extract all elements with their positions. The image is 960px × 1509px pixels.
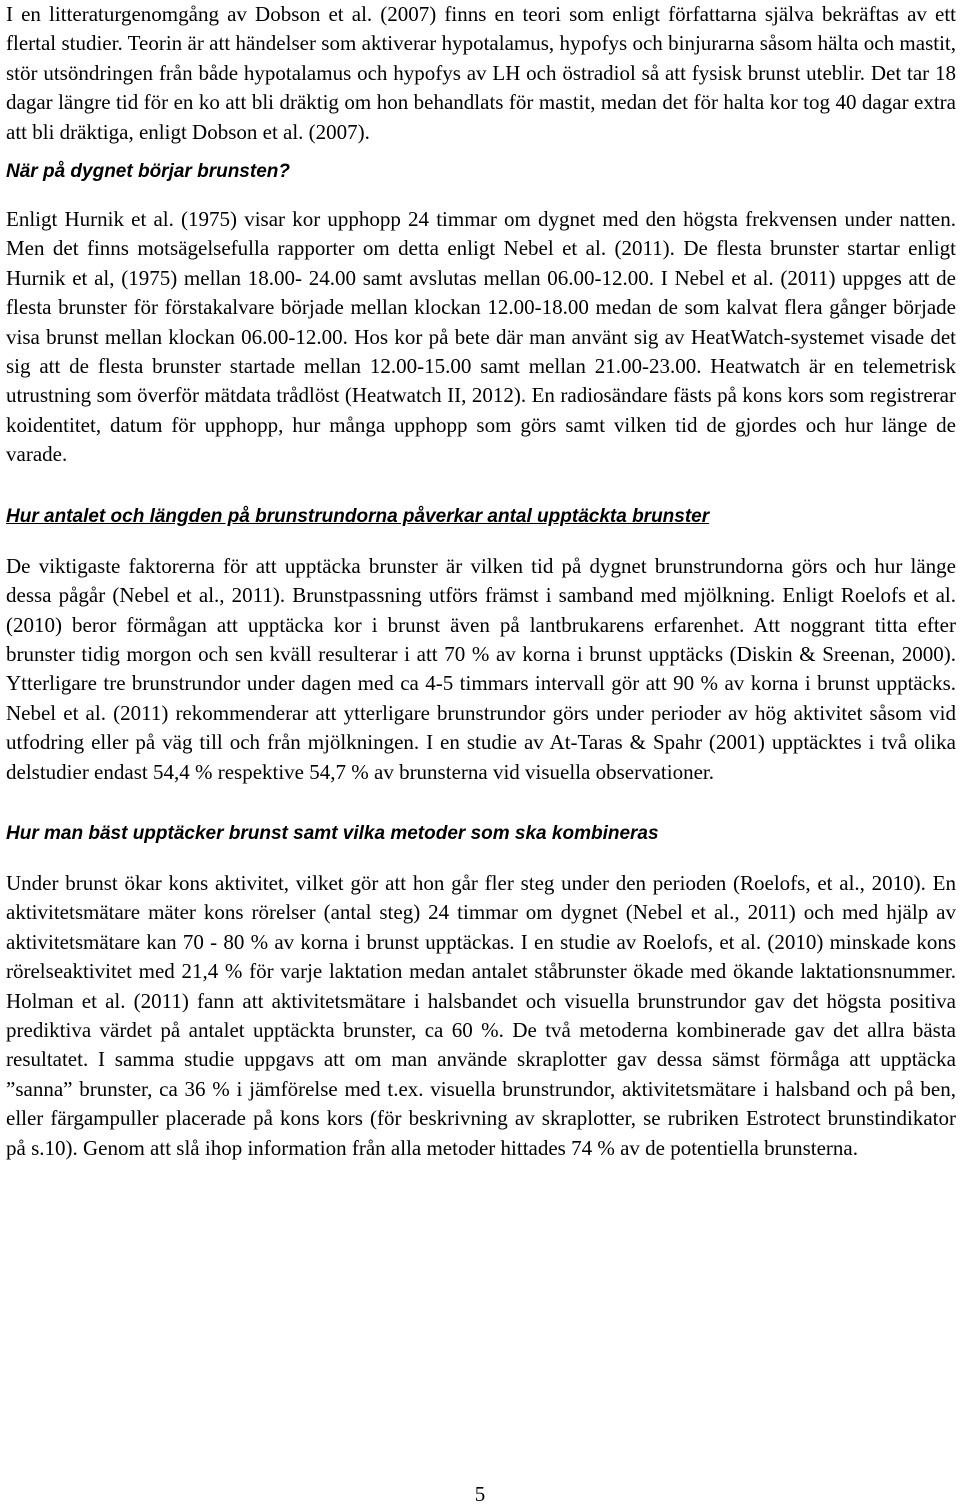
rounds-paragraph: De viktigaste faktorerna för att upptäcka brunster är vilken tid på dygnet brunstrundorna görs och hur länge dessa pågår (Nebel et al., 2011). Brunstpassning utförs främst i samband med mjölkning. Enligt Roelofs et al. (2010) beror förmågan att upptäcka kor i brunst även på lantbrukarens erfarenhet. Att noggrant titta efter brunster tidig morgon och sen kväll resulterar i att 70 % av korna i brunst upptäcks (Diskin & Sreenan, 2000). Ytterligare tre brunstrundor under dagen med ca 4-5 timmars intervall gör att 90 % av korna i brunst upptäcks. Nebel et al. (2011) rekommenderar att ytterligare brunstrundor görs under perioder av hög aktivitet såsom vid utfodring eller på väg till och från mjölkningen. I en studie av At-Taras & Spahr (2001) upptäcktes i två olika delstudier endast 54,4 % respektive 54,7 % av brunsterna vid visuella observationer. (6, 553, 956, 784)
timing-paragraph: Enligt Hurnik et al. (1975) visar kor upphopp 24 timmar om dygnet med den högsta frekvensen under natten. Men det finns motsägelsefulla rapporter om detta enligt Nebel et al. (2011). De flesta brunster startar enligt Hurnik et al, (1975) mellan 18.00- 24.00 samt avslutas mellan 06.00-12.00. I Nebel et al. (2011) uppges att de flesta brunster för förstakalvare började mellan klockan 12.00-18.00 medan de som kalvat flera gånger började visa brunst mellan klockan 06.00-12.00. Hos kor på bete där man använt sig av HeatWatch-systemet visade det sig att de flesta brunster startade mellan 12.00-15.00 samt mellan 21.00-23.00. Heatwatch är en telemetrisk utrustning som överför mätdata trådlöst (Heatwatch II, 2012). En radiosändare fästs på kons kors som registrerar koidentitet, datum för upphopp, hur många upphopp som görs samt vilken tid de gjordes och hur länge de varade. (6, 207, 956, 467)
page-number: 5 (474, 1482, 486, 1506)
timing-heading: När på dygnet börjar brunsten? (6, 161, 290, 183)
intro-paragraph: I en litteraturgenomgång av Dobson et al. (2007) finns en teori som enligt författarna själva bekräftas av ett flertal studier. Teorin är att händelser som aktiverar hypotalamus, hypofys och binjurarna såsom hälta och mastit, stör utsöndringen från både hypotalamus och hypofys av LH och östradiol så att fysisk brunst uteblir. Det tar 18 dagar längre tid för en ko att bli dräktig om hon behandlats för mastit, medan det för halta kor tog 40 dagar extra att bli dräktiga, enligt Dobson et al. (2007). (6, 2, 956, 144)
document-page (6, 0, 956, 1163)
methods-heading: Hur man bäst upptäcker brunst samt vilka metoder som ska kombineras (6, 822, 659, 844)
rounds-heading: Hur antalet och längden på brunstrundorna påverkar antal upptäckta brunster (6, 505, 710, 527)
methods-paragraph: Under brunst ökar kons aktivitet, vilket gör att hon går fler steg under den perioden (Roelofs, et al., 2010). En aktivitetsmätare mäter kons rörelser (antal steg) 24 timmar om dygnet (Nebel et al., 2011) och med hjälp av aktivitetsmätare kan 70 - 80 % av korna i brunst upptäckas. I en studie av Roelofs, et al. (2010) minskade kons rörelseaktivitet med 21,4 % för varje laktation medan antalet ståbrunster ökade med ökande laktationsnummer. Holman et al. (2011) fann att aktivitetsmätare i halsbandet och visuella brunstrundor gav det högsta positiva prediktiva värdet på antalet upptäckta brunster, ca 60 %. De två metoderna kombinerade gav det allra bästa resultatet. I samma studie uppgavs att om man använde skraplotter gav dessa sämst förmåga att upptäcka ”sanna” brunster, ca 36 % i jämförelse med t.ex. visuella brunstrundor, aktivitetsmätare i halsband och på ben, eller färgampuller placerade på kons kors (för beskrivning av skraplotter, se rubriken Estrotect brunstindikator på s.10). Genom att slå ihop information från alla metoder hittades 74 % av de potentiella brunsterna. (6, 870, 956, 1160)
